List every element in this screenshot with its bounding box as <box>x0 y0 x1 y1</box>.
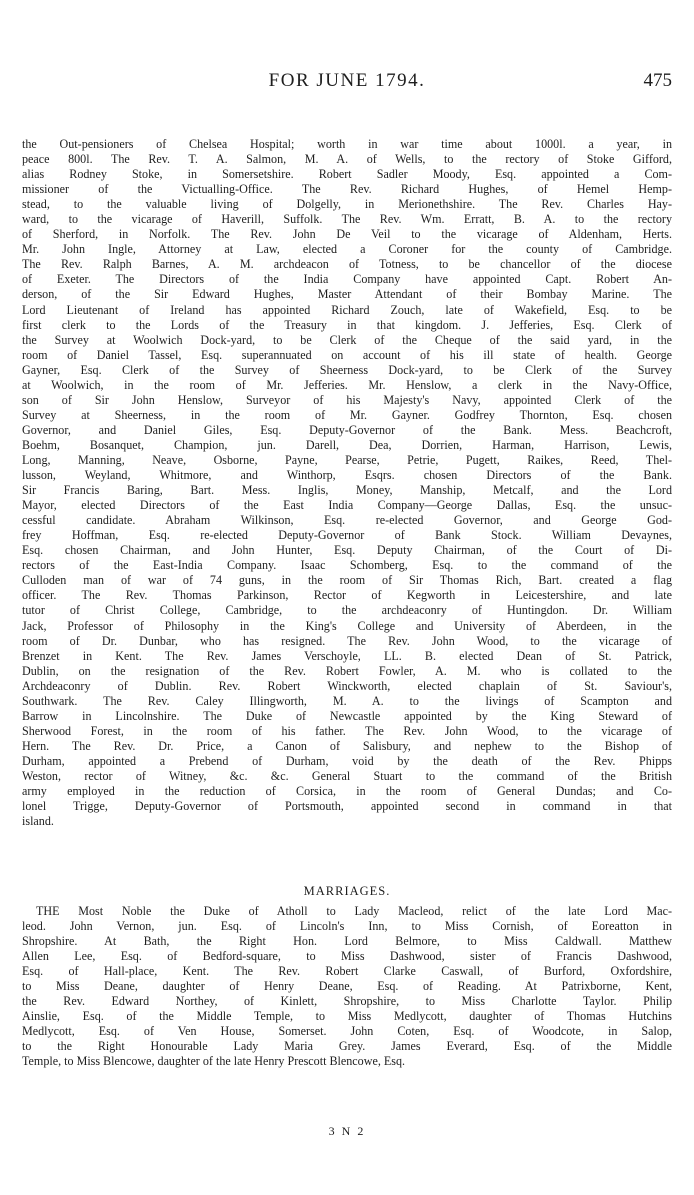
text-line: THE Most Noble the Duke of Atholl to Lady Macleod, relict of the late Lord Mac- <box>36 904 672 918</box>
text-line: Esq. of Hall-place, Kent. The Rev. Robert Clarke Caswall, of Burford, Oxfordshire, <box>22 964 672 979</box>
text-line: to the Right Honourable Lady Maria Grey. James Everard, Esq. of the Middle <box>22 1039 672 1054</box>
text-line: missioner of the Victualling-Office. The Rev. Richard Hughes, of Hemel Hemp- <box>22 182 672 197</box>
text-line: island. <box>22 814 54 829</box>
text-line: derson, of the Sir Edward Hughes, Master Attendant of their Bombay Marine. The <box>22 287 672 302</box>
page-number: 475 <box>643 70 672 91</box>
text-line: stead, to the valuable living of Dolgelly, in Merionethshire. The Rev. Charles Hay- <box>22 197 672 212</box>
text-line: Sherwood Forest, in the room of his father. The Rev. John Wood, to the vicarage of <box>22 723 672 738</box>
text-line: alias Rodney Stoke, in Somersetshire. Robert Sadler Moody, Esq. appointed a Com- <box>22 167 672 182</box>
text-line: Durham, appointed a Prebend of Durham, void by the death of the Rev. Phipps <box>22 753 672 768</box>
marriages-paragraph <box>22 904 672 1070</box>
text-line: Temple, to Miss Blencowe, daughter of the late Henry Prescott Blencowe, Esq. <box>22 1054 406 1069</box>
text-line: Weston, rector of Witney, &c. &c. General Stuart to the command of the British <box>22 768 672 783</box>
text-line: Ainslie, Esq. of the Middle Temple, to Miss Medlycott, daughter of Thomas Hutchins <box>22 1009 672 1024</box>
signature-mark: 3 N 2 <box>328 1124 366 1138</box>
header-title: FOR JUNE 1794. <box>268 70 426 91</box>
text-line: Boehm, Bosanquet, Champion, jun. Darell, Dea, Dorrien, Harman, Harrison, Lewis, <box>22 437 672 452</box>
text-line: Esq. chosen Chairman, and John Hunter, Esq. Deputy Chairman, of the Court of Di- <box>22 543 672 558</box>
text-line: Lord Lieutenant of Ireland has appointed Richard Zouch, late of Wakefield, Esq. to be <box>22 302 672 317</box>
text-line: Allen Lee, Esq. of Bedford-square, to Miss Dashwood, sister of Francis Dashwood, <box>22 949 672 964</box>
text-line: of Sherford, in Norfolk. The Rev. John De Veil to the vicarage of Aldenham, Herts. <box>22 227 672 242</box>
text-line: Survey at Sheerness, in the room of Mr. Gayner. Godfrey Thornton, Esq. chosen <box>22 407 672 422</box>
text-line: frey Hoffman, Esq. re-elected Deputy-Governor of Bank Stock. William Devaynes, <box>22 528 672 543</box>
text-line: room of Daniel Tassel, Esq. superannuated on account of his ill state of health. George <box>22 347 672 362</box>
text-line: to Miss Deane, daughter of Henry Deane, Esq. of Reading. At Patrixborne, Kent, <box>22 979 672 994</box>
text-line: of Exeter. The Directors of the India Company have appointed Capt. Robert An- <box>22 272 672 287</box>
text-line: Gayner, Esq. Clerk of the Survey of Sheerness Dock-yard, to be Clerk of the Survey <box>22 362 672 377</box>
text-line: Mr. John Ingle, Attorney at Law, elected a Coroner for the county of Cambridge. <box>22 242 672 257</box>
text-line: Dublin, on the resignation of the Rev. Robert Fowler, A. M. who is collated to the <box>22 663 672 678</box>
text-line: the Out-pensioners of Chelsea Hospital; worth in war time about 1000l. a year, in <box>22 137 672 151</box>
text-line: the Survey at Woolwich Dock-yard, to be Clerk of the Cheque of the said yard, in the <box>22 332 672 347</box>
text-line: Medlycott, Esq. of Ven House, Somerset. John Coten, Esq. of Woodcote, in Salop, <box>22 1024 672 1039</box>
text-line: officer. The Rev. Thomas Parkinson, Rector of Kegworth in Leicestershire, and late <box>22 588 672 603</box>
text-line: Hern. The Rev. Dr. Price, a Canon of Salisbury, and nephew to the Bishop of <box>22 738 672 753</box>
text-line: lusson, Weyland, Whitmore, and Winthorp, Esqrs. chosen Directors of the Bank. <box>22 468 672 483</box>
text-line: the Rev. Edward Northey, of Kinlett, Shropshire, to Miss Charlotte Taylor. Philip <box>22 994 672 1009</box>
text-line: leod. John Vernon, jun. Esq. of Lincoln's Inn, to Miss Cornish, of Eoreatton in <box>22 919 672 934</box>
text-line: Brenzet in Kent. The Rev. James Verschoyle, LL. B. elected Dean of St. Patrick, <box>22 648 672 663</box>
text-line: rectors of the East-India Company. Isaac Schomberg, Esq. to the command of the <box>22 558 672 573</box>
text-line: room of Dr. Dunbar, who has resigned. The Rev. John Wood, to the vicarage of <box>22 633 672 648</box>
preferments-paragraph <box>22 137 672 829</box>
text-line: Mayor, elected Directors of the East India Company—George Dallas, Esq. the unsuc- <box>22 498 672 513</box>
text-line: Barrow in Lincolnshire. The Duke of Newcastle appointed by the King Steward of <box>22 708 672 723</box>
text-line: ward, to the vicarage of Haverill, Suffolk. The Rev. Wm. Erratt, B. A. to the rectory <box>22 212 672 227</box>
text-line: The Rev. Ralph Barnes, A. M. archdeacon of Totness, to be chancellor of the diocese <box>22 257 672 272</box>
text-line: tutor of Christ College, Cambridge, to the archdeaconry of Huntingdon. Dr. William <box>22 603 672 618</box>
running-header <box>22 70 672 110</box>
section-heading-marriages: MARRIAGES. <box>303 884 391 898</box>
text-line: Long, Manning, Neave, Osborne, Payne, Pearse, Petrie, Pugett, Raikes, Reed, Thel- <box>22 452 672 467</box>
text-line: Sir Francis Baring, Bart. Mess. Inglis, Money, Manship, Metcalf, and the Lord <box>22 483 672 498</box>
text-line: Southwark. The Rev. Caley Illingworth, M. A. to the livings of Scampton and <box>22 693 672 708</box>
text-line: lonel Trigge, Deputy-Governor of Portsmouth, appointed second in command in that <box>22 799 672 814</box>
text-line: first clerk to the Lords of the Treasury in that kingdom. J. Jefferies, Esq. Clerk of <box>22 317 672 332</box>
text-line: at Woolwich, in the room of Mr. Jefferies. Mr. Henslow, a clerk in the Navy-Office, <box>22 377 672 392</box>
text-line: cessful candidate. Abraham Wilkinson, Esq. re-elected Governor, and George God- <box>22 513 672 528</box>
text-line: Archdeaconry of Dublin. Rev. Robert Winckworth, elected chaplain of St. Saviour's, <box>22 678 672 693</box>
text-line: Culloden man of war of 74 guns, in the room of Sir Thomas Rich, Bart. created a flag <box>22 573 672 588</box>
text-line: Jack, Professor of Philosophy in the King's College and University of Aberdeen, in the <box>22 618 672 633</box>
text-line: army employed in the reduction of Corsica, in the room of General Dundas; and Co- <box>22 784 672 799</box>
text-line: peace 800l. The Rev. T. A. Salmon, M. A. of Wells, to the rectory of Stoke Gifford, <box>22 152 672 167</box>
text-line: Shropshire. At Bath, the Right Hon. Lord Belmore, to Miss Caldwall. Matthew <box>22 934 672 949</box>
text-line: Governor, and Daniel Giles, Esq. Deputy-Governor of the Bank. Mess. Beachcroft, <box>22 422 672 437</box>
text-line: son of Sir John Henslow, Surveyor of his Majesty's Navy, appointed Clerk of the <box>22 392 672 407</box>
